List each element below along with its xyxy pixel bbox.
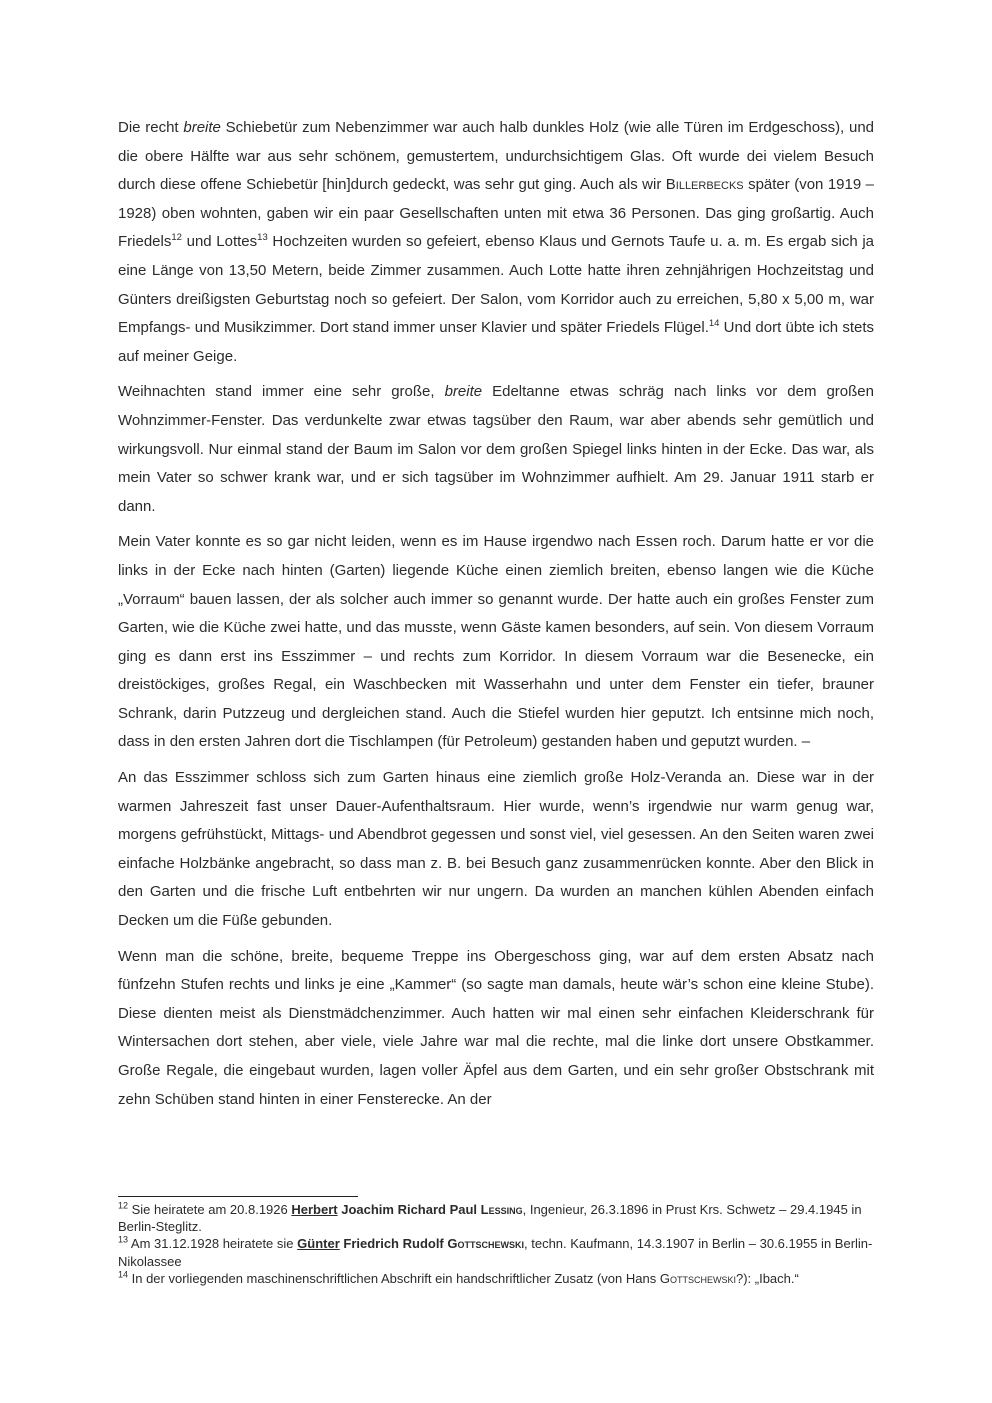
text-segment: Günter <box>297 1236 340 1252</box>
text-segment: Billerbecks <box>665 176 744 194</box>
text-segment: Sie heiratete am 20.8.1926 <box>128 1202 292 1217</box>
paragraph <box>118 114 874 371</box>
text-segment: Am 31.12.1928 heiratete sie <box>128 1236 298 1252</box>
paragraph <box>118 943 874 1115</box>
text-segment: und Lottes <box>181 233 258 251</box>
text-segment: Gottschewski <box>447 1236 525 1252</box>
text-segment: In der vorliegenden maschinenschriftlichen Abschrift ein handschriftlicher Zusatz (von Hans <box>128 1270 660 1286</box>
footnote-marker: 13 <box>257 232 268 244</box>
text-segment: Und dort übte ich stets auf meiner Geige. <box>118 319 874 365</box>
footnotes <box>118 1201 874 1287</box>
footnote-marker: 14 <box>708 318 720 330</box>
text-segment: Friedrich Rudolf <box>339 1236 448 1252</box>
footnote <box>118 1201 874 1235</box>
text-segment: Die recht <box>118 119 184 136</box>
document-body <box>118 114 874 1121</box>
text-segment: Weihnachten stand immer eine sehr große, <box>118 383 445 401</box>
text-segment: Gottschewski <box>659 1270 736 1286</box>
text-segment: Herbert <box>291 1202 338 1217</box>
text-segment: später (von 1919 – 1928) oben wohnten, gaben wir ein paar Gesellschaften unten mit etwa 36 Personen. Das ging großartig. Auch Friedels <box>118 176 874 251</box>
text-segment: breite <box>444 383 483 401</box>
paragraph <box>118 378 874 521</box>
text-segment: Lessing <box>480 1202 523 1217</box>
text-segment: Edeltanne etwas schräg nach links vor dem großen Wohnzimmer-Fenster. Das verdunkelte zwar etwas tagsüber den Raum, war aber abends sehr gemütlich und wirkungsvoll. Nur einmal stand der Baum im Salon vor dem großen Spiegel links hinten in der Ecke. Das war, als mein Vater so schwer krank war, und er sich tagsüber im Wohnzimmer aufhielt. Am 29. Januar 1911 starb er dann. <box>118 383 874 515</box>
footnote-marker: 12 <box>118 1200 129 1211</box>
text-segment: Joachim Richard Paul <box>337 1202 481 1217</box>
text-segment: , techn. Kaufmann, 14.3.1907 in Berlin – 30.6.1955 in Berlin-Nikolassee <box>118 1236 873 1269</box>
text-segment: , Ingenieur, 26.3.1896 in Prust Krs. Schwetz – 29.4.1945 in Berlin-Steglitz. <box>118 1202 862 1235</box>
text-segment: breite <box>183 119 221 136</box>
footnote <box>118 1235 874 1269</box>
footnote-marker: 14 <box>118 1269 129 1280</box>
footnote-marker: 13 <box>118 1235 129 1246</box>
text-segment: An das Esszimmer schloss sich zum Garten hinaus eine ziemlich große Holz-Veranda an. Diese war in der warmen Jahreszeit fast unser Dauer-Aufenthaltsraum. Hier wurde, wenn’s irgendwie nur warm genug war, morgens gefrühstückt, Mittags- und Abendbrot gegessen und sonst viel, viel gesessen. An den Seiten waren zwei einfache Holzbänke angebracht, so dass man z. B. bei Besuch ganz zusammenrücken konnte. Aber den Blick in den Garten und die frische Luft entbehrten wir nur ungern. Da wurden an manchen kühlen Abenden einfach Decken um die Füße gebunden. <box>118 769 874 930</box>
footnote-marker: 12 <box>171 232 182 244</box>
text-segment: Schiebetür zum Nebenzimmer war auch halb dunkles Holz (wie alle Türen im Erdgeschoss), und die obere Hälfte war aus sehr schönem, gemustertem, undurchsichtigem Glas. Oft wurde dei vielem Besuch durch diese offene Schiebetür [hin]durch gedeckt, was sehr gut ging. Auch als wir <box>118 119 874 194</box>
paragraph <box>118 764 874 936</box>
text-segment: Mein Vater konnte es so gar nicht leiden, wenn es im Hause irgendwo nach Essen roch. Darum hatte er vor die links in der Ecke nach hinten (Garten) liegende Küche einen ziemlich breiten, ebenso langen wie die Küche „Vorraum“ bauen lassen, der als solcher auch immer so genannt wurde. Der hatte auch ein großes Fenster zum Garten, wie die Küche zwei hatte, und das musste, wenn Gäste kamen besonders, auf sein. Von diesem Vorraum ging es dann erst ins Esszimmer – und rechts zum Korridor. In diesem Vorraum war die Besenecke, ein dreistöckiges, großes Regal, ein Waschbecken mit Wasserhahn und unter dem Fenster ein tiefer, brauner Schrank, darin Putzzeug und dergleichen stand. Auch die Stiefel wurden hier geputzt. Ich entsinne mich noch, dass in den ersten Jahren dort die Tischlampen (für Petroleum) gestanden haben und geputzt wurden. – <box>118 533 874 751</box>
footnote-separator <box>118 1196 358 1197</box>
text-segment: ?): „Ibach.“ <box>735 1270 799 1286</box>
paragraph <box>118 528 874 757</box>
footnote <box>118 1270 874 1287</box>
text-segment: Wenn man die schöne, breite, bequeme Treppe ins Obergeschoss ging, war auf dem ersten Absatz nach fünfzehn Stufen rechts und links je eine „Kammer“ (so sagte man damals, heute wär’s schon eine kleine Stube). Diese dienten meist als Dienstmädchenzimmer. Auch hatten wir mal einen sehr einfachen Kleiderschrank für Wintersachen dort stehen, aber viele, viele Jahre war mal die rechte, mal die linke dort unsere Obstkammer. Große Regale, die eingebaut wurden, lagen voller Äpfel aus dem Garten, und ein sehr großer Obstschrank mit zehn Schüben stand hinten in einer Fensterecke. An der <box>118 947 874 1108</box>
text-segment: Hochzeiten wurden so gefeiert, ebenso Klaus und Gernots Taufe u. a. m. Es ergab sich ja eine Länge von 13,50 Metern, beide Zimmer zusammen. Auch Lotte hatte ihren zehnjährigen Hochzeitstag und Günters dreißigsten Geburtstag noch so gefeiert. Der Salon, vom Korridor auch zu erreichen, 5,80 x 5,00 m, war Empfangs- und Musikzimmer. Dort stand immer unser Klavier und später Friedels Flügel. <box>118 233 874 337</box>
